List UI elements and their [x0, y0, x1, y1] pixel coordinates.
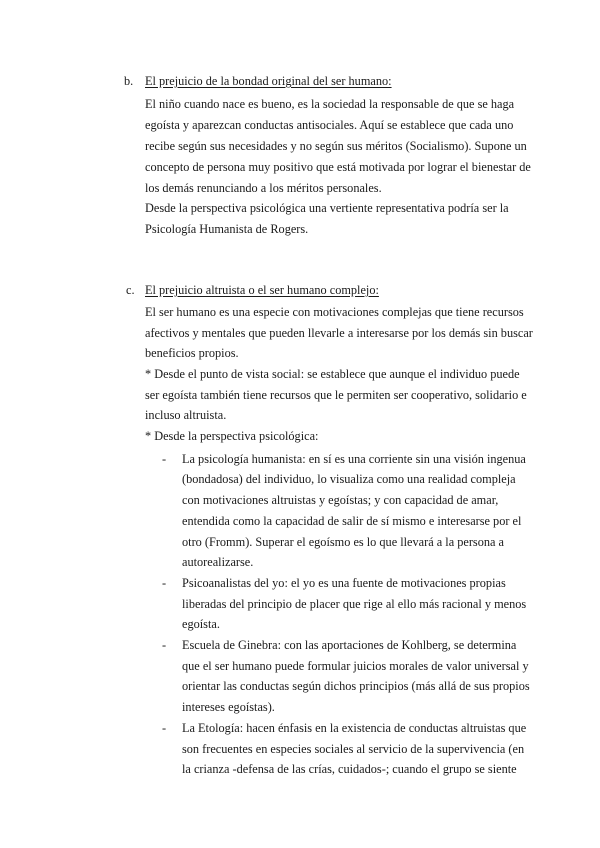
list-item-line: (bondadosa) del individuo, lo visualiza como una realidad compleja [182, 472, 516, 486]
list-item-line: con motivaciones altruistas y egoístas; y con capacidad de amar, [182, 493, 499, 507]
bullet-dash: - [162, 638, 167, 652]
paragraph-line: Psicología Humanista de Rogers. [145, 222, 309, 236]
paragraph-line: recibe según sus necesidades y no según sus méritos (Socialismo). Supone un [145, 139, 527, 153]
list-item-line: que el ser humano puede formular juicios morales de valor universal y [182, 659, 529, 673]
list-item-line: Psicoanalistas del yo: el yo es una fuente de motivaciones propias [182, 576, 506, 590]
paragraph-line: El niño cuando nace es bueno, es la sociedad la responsable de que se haga [145, 97, 515, 111]
list-item-line: Escuela de Ginebra: con las aportaciones de Kohlberg, se determina [182, 638, 517, 652]
list-item-line: La Etología: hacen énfasis en la existencia de conductas altruistas que [182, 721, 527, 735]
paragraph-line: El ser humano es una especie con motivaciones complejas que tiene recursos [145, 305, 524, 319]
paragraph-line: * Desde la perspectiva psicológica: [145, 429, 319, 443]
paragraph-line: concepto de persona muy positivo que está motivada por lograr el bienestar de [145, 160, 531, 174]
list-item-line: son frecuentes en especies sociales al servicio de la supervivencia (en [182, 742, 525, 756]
paragraph-line: afectivos y mentales que pueden llevarle a interesarse por los demás sin buscar [145, 326, 533, 340]
paragraph-line: ser egoísta también tiene recursos que le permiten ser cooperativo, solidario e [145, 388, 527, 402]
list-item-line: liberadas del principio de placer que rige al ello más racional y menos [182, 597, 527, 611]
section-b-marker: b. [124, 74, 134, 88]
paragraph-line: beneficios propios. [145, 346, 239, 360]
list-item-line: entendida como la capacidad de salir de sí mismo e interesarse por el [182, 514, 522, 528]
list-item-line: otro (Fromm). Superar el egoísmo es lo que llevará a la persona a [182, 535, 505, 549]
list-item-line: autorealizarse. [182, 555, 254, 569]
bullet-dash: - [162, 721, 167, 735]
section-b-heading: El prejuicio de la bondad original del ser humano: [145, 74, 392, 88]
section-c-marker: c. [126, 283, 135, 297]
paragraph-line: incluso altruista. [145, 408, 227, 422]
bullet-dash: - [162, 452, 167, 466]
bullet-dash: - [162, 576, 167, 590]
list-item-line: egoísta. [182, 617, 220, 631]
section-c-heading: El prejuicio altruista o el ser humano complejo: [145, 283, 379, 297]
paragraph-line: * Desde el punto de vista social: se establece que aunque el individuo puede [145, 367, 520, 381]
list-item-line: la crianza -defensa de las crías, cuidados-; cuando el grupo se siente [182, 762, 517, 776]
list-item-line: intereses egoístas). [182, 700, 275, 714]
paragraph-line: egoísta y aparezcan conductas antisociales. Aquí se establece que cada uno [145, 118, 514, 132]
list-item-line: La psicología humanista: en sí es una corriente sin una visión ingenua [182, 452, 526, 466]
list-item-line: orientar las conductas según dichos principios (más allá de sus propios [182, 679, 530, 693]
paragraph-line: Desde la perspectiva psicológica una vertiente representativa podría ser la [145, 201, 509, 215]
paragraph-line: los demás renunciando a los méritos personales. [145, 181, 382, 195]
